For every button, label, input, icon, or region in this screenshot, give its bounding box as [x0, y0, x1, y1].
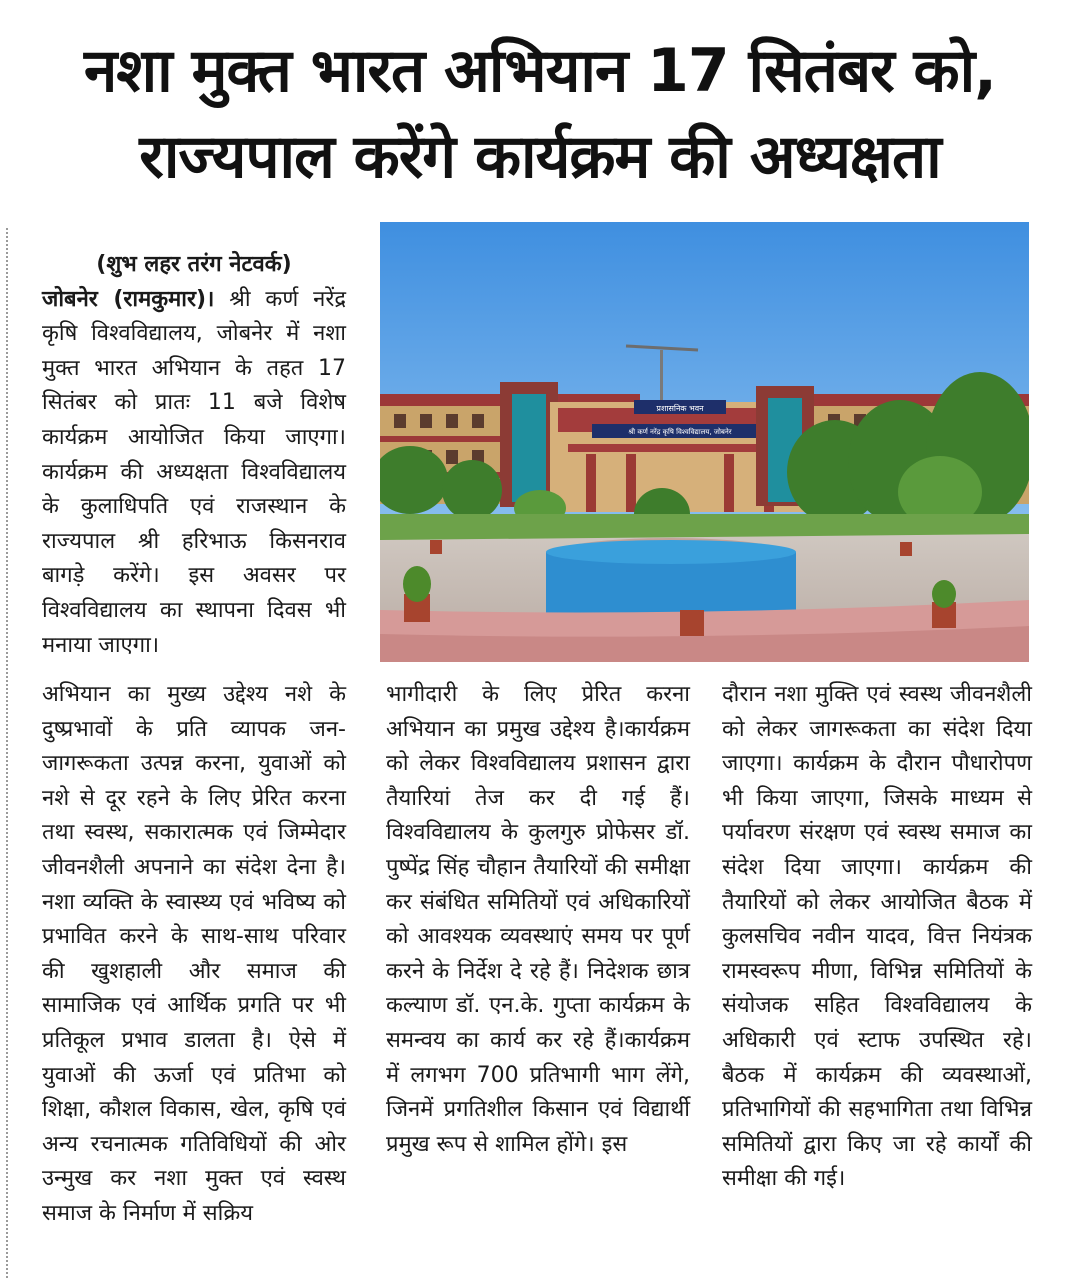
- article-column-1-intro: [42, 248, 346, 663]
- article-column-1: [42, 678, 346, 1232]
- intro-paragraph: [42, 283, 346, 664]
- column-1-text: अभियान का मुख्य उद्देश्य नशे के दुष्प्रभावों के प्रति व्यापक जन-जागरूकता उत्पन्न करना, युवाओं को नशे से दूर रहने के लिए प्रेरित करना तथा स्वस्थ, सकारात्मक एवं जिम्मेदार जीवनशैली अपनाने का संदेश देना है। नशा व्यक्ति के स्वास्थ्य एवं भविष्य को प्रभावित करने के साथ-साथ परिवार की खुशहाली और समाज की सामाजिक एवं आर्थिक प्रगति पर भी प्रतिकूल प्रभाव डालता है। ऐसे में युवाओं की ऊर्जा एवं प्रतिभा को शिक्षा, कौशल विकास, खेल, कृषि एवं अन्य रचनात्मक गतिविधियों की ओर उन्मुख कर नशा मुक्त एवं स्वस्थ समाज के निर्माण में सक्रिय: [42, 682, 346, 1226]
- headline-line-2: राज्यपाल करेंगे कार्यक्रम की अध्यक्षता: [139, 122, 941, 192]
- university-building-photo: [380, 222, 1029, 662]
- column-2-text: भागीदारी के लिए प्रेरित करना अभियान का प्रमुख उद्देश्य है।कार्यक्रम को लेकर विश्वविद्यालय प्रशासन द्वारा तैयारियां तेज कर दी गई हैं।विश्वविद्यालय के कुलगुरु प्रोफेसर डॉ. पुष्पेंद्र सिंह चौहान तैयारियों की समीक्षा कर संबंधित समितियों एवं अधिकारियों को आवश्यक व्यवस्थाएं समय पर पूर्ण करने के निर्देश दे रहे हैं। निदेशक छात्र कल्याण डॉ. एन.के. गुप्ता कार्यक्रम के समन्वय का कार्य कर रहे हैं।कार्यक्रम में लगभग 700 प्रतिभागी भाग लेंगे, जिनमें प्रगतिशील किसान एवं विद्यार्थी प्रमुख रूप से शामिल होंगे। इस: [386, 682, 690, 1157]
- building-sign-text: प्रशासनिक भवन: [656, 404, 704, 413]
- article-column-3: [722, 678, 1032, 1197]
- article-column-2: [386, 678, 690, 1162]
- column-divider: [6, 228, 8, 1278]
- intro-text: श्री कर्ण नरेंद्र कृषि विश्वविद्यालय, जोबनेर में नशा मुक्त भारत अभियान के तहत 17 सितंबर को प्रातः 11 बजे विशेष कार्यक्रम आयोजित किया जाएगा। कार्यक्रम की अध्यक्षता विश्वविद्यालय के कुलाधिपति एवं राजस्थान के राज्यपाल श्री हरिभाऊ किसनराव बागड़े करेंगे। इस अवसर पर विश्वविद्यालय का स्थापना दिवस भी मनाया जाएगा।: [42, 286, 347, 658]
- dateline: जोबनेर (रामकुमार)।: [42, 286, 215, 312]
- building-subsign-text: श्री कर्ण नरेंद्र कृषि विश्वविद्यालय, जोबनेर: [628, 428, 732, 436]
- headline-line-1: नशा मुक्त भारत अभियान 17 सितंबर को,: [84, 36, 996, 106]
- column-3-text: दौरान नशा मुक्ति एवं स्वस्थ जीवनशैली को लेकर जागरूकता का संदेश दिया जाएगा। कार्यक्रम के दौरान पौधारोपण भी किया जाएगा, जिसके माध्यम से पर्यावरण संरक्षण एवं स्वस्थ समाज का संदेश दिया जाएगा। कार्यक्रम की तैयारियों को लेकर आयोजित बैठक में कुलसचिव नवीन यादव, वित्त नियंत्रक रामस्वरूप मीणा, विभिन्न समितियों के संयोजक सहित विश्वविद्यालय के अधिकारी एवं स्टाफ उपस्थित रहे। बैठक में कार्यक्रम की व्यवस्थाओं, प्रतिभागियों की सहभागिता तथा विभिन्न समितियों द्वारा किए जा रहे कार्यों की समीक्षा की गई।: [722, 682, 1032, 1192]
- article-headline: [0, 28, 1080, 200]
- news-credit: (शुभ लहर तरंग नेटवर्क): [96, 252, 292, 277]
